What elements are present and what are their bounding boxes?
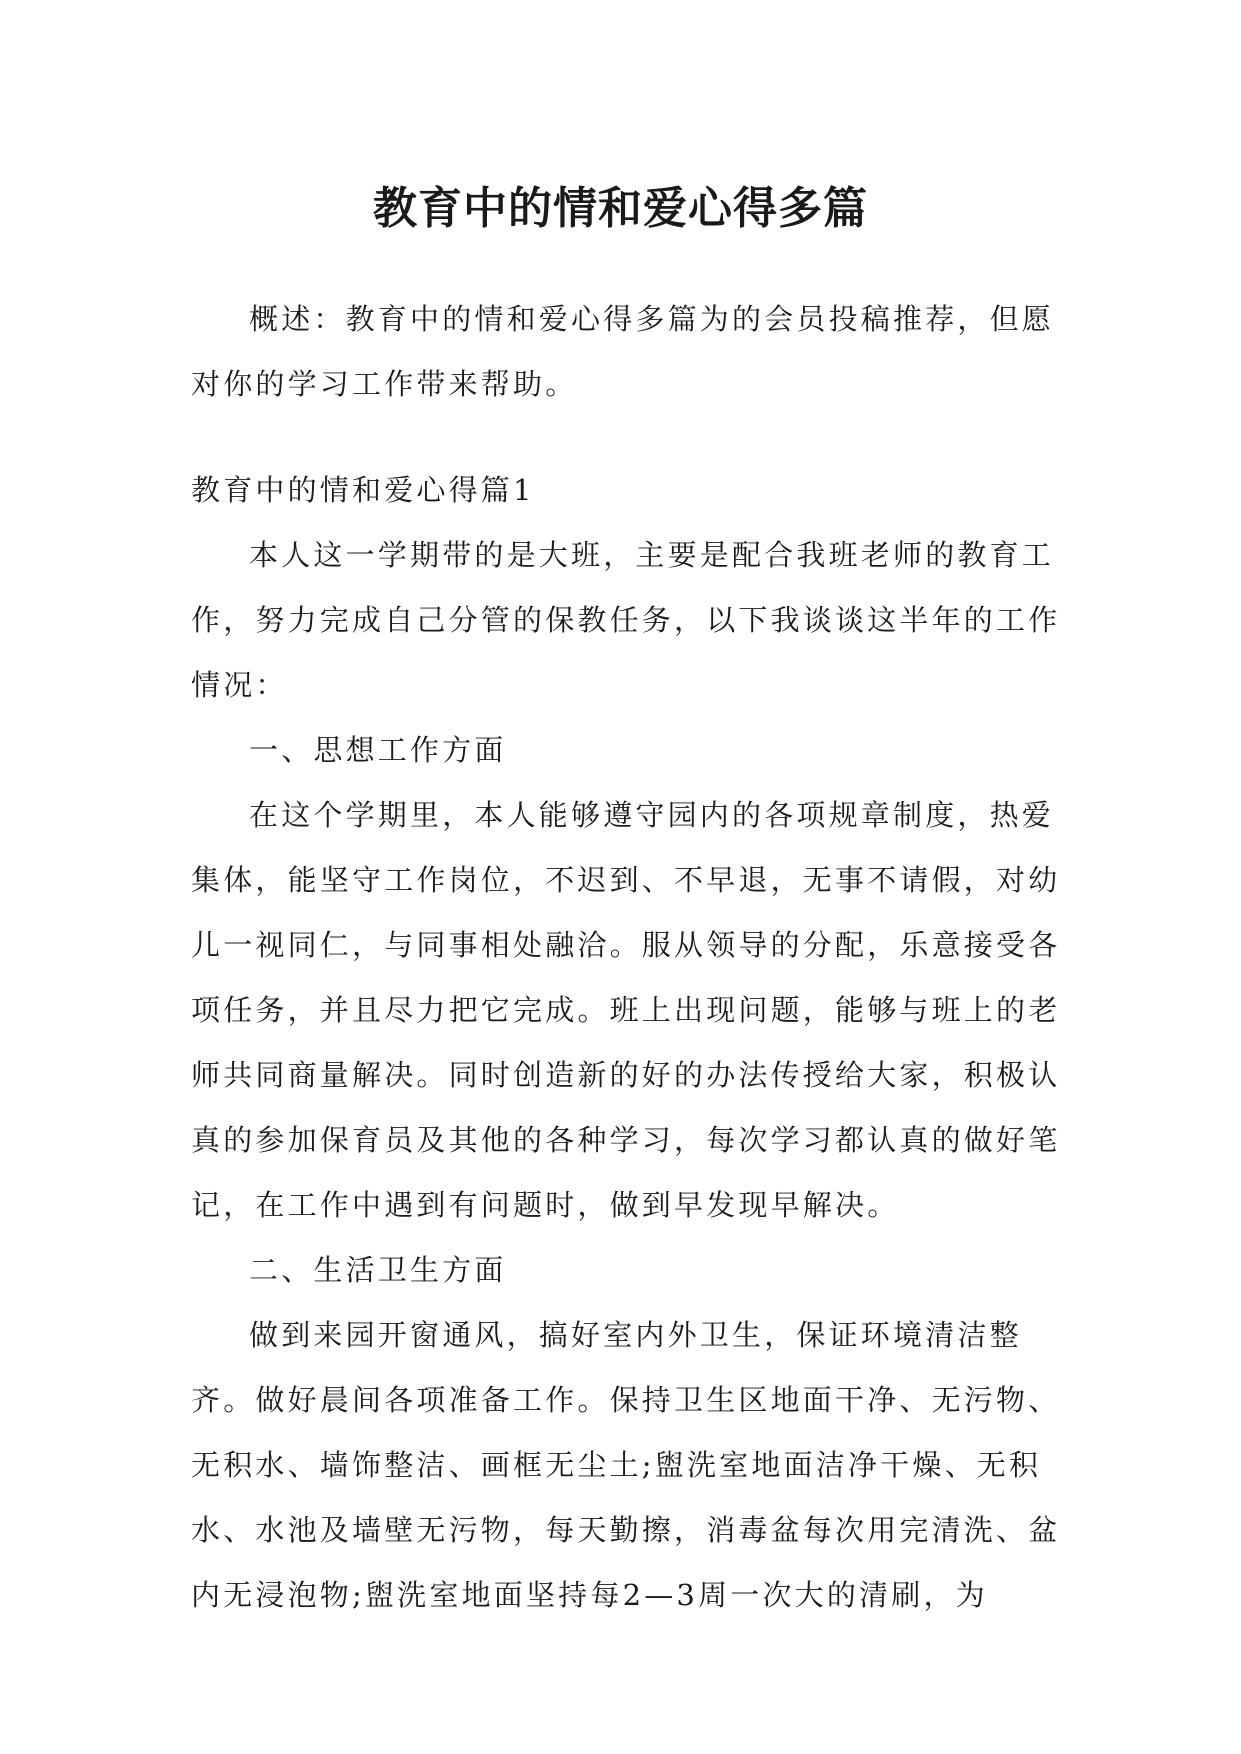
section-heading: 教育中的情和爱心得篇1 — [191, 473, 535, 507]
document-title: 教育中的情和爱心得多篇 — [373, 183, 868, 235]
body-paragraph: 做到来园开窗通风，搞好室内外卫生，保证环境清洁整齐。做好晨间各项准备工作。保持卫生区地面干净、无污物、无积水、墙饰整洁、画框无尘土;盥洗室地面洁净干燥、无积水、水池及墙壁无污物，每天勤擦，消毒盆每次用完清洗、盆内无浸泡物;盥洗室地面坚持每2—3周一次大的清刷，为 — [191, 1318, 1061, 1612]
summary-block — [191, 287, 1061, 417]
summary-paragraph: 概述：教育中的情和爱心得多篇为的会员投稿推荐，但愿对你的学习工作带来帮助。 — [191, 302, 1055, 401]
subheading-hygiene: 二、生活卫生方面 — [249, 1253, 507, 1287]
body-paragraph: 本人这一学期带的是大班，主要是配合我班老师的教育工作，努力完成自己分管的保教任务，以下我谈谈这半年的工作情况： — [191, 538, 1061, 702]
article-body — [191, 458, 1061, 1628]
body-paragraph: 在这个学期里，本人能够遵守园内的各项规章制度，热爱集体，能坚守工作岗位，不迟到、不早退，无事不请假，对幼儿一视同仁，与同事相处融洽。服从领导的分配，乐意接受各项任务，并且尽力把它完成。班上出现问题，能够与班上的老师共同商量解决。同时创造新的好的办法传授给大家，积极认真的参加保育员及其他的各种学习，每次学习都认真的做好笔记，在工作中遇到有问题时，做到早发现早解决。 — [191, 798, 1061, 1222]
subheading-thought-work: 一、思想工作方面 — [249, 733, 507, 767]
